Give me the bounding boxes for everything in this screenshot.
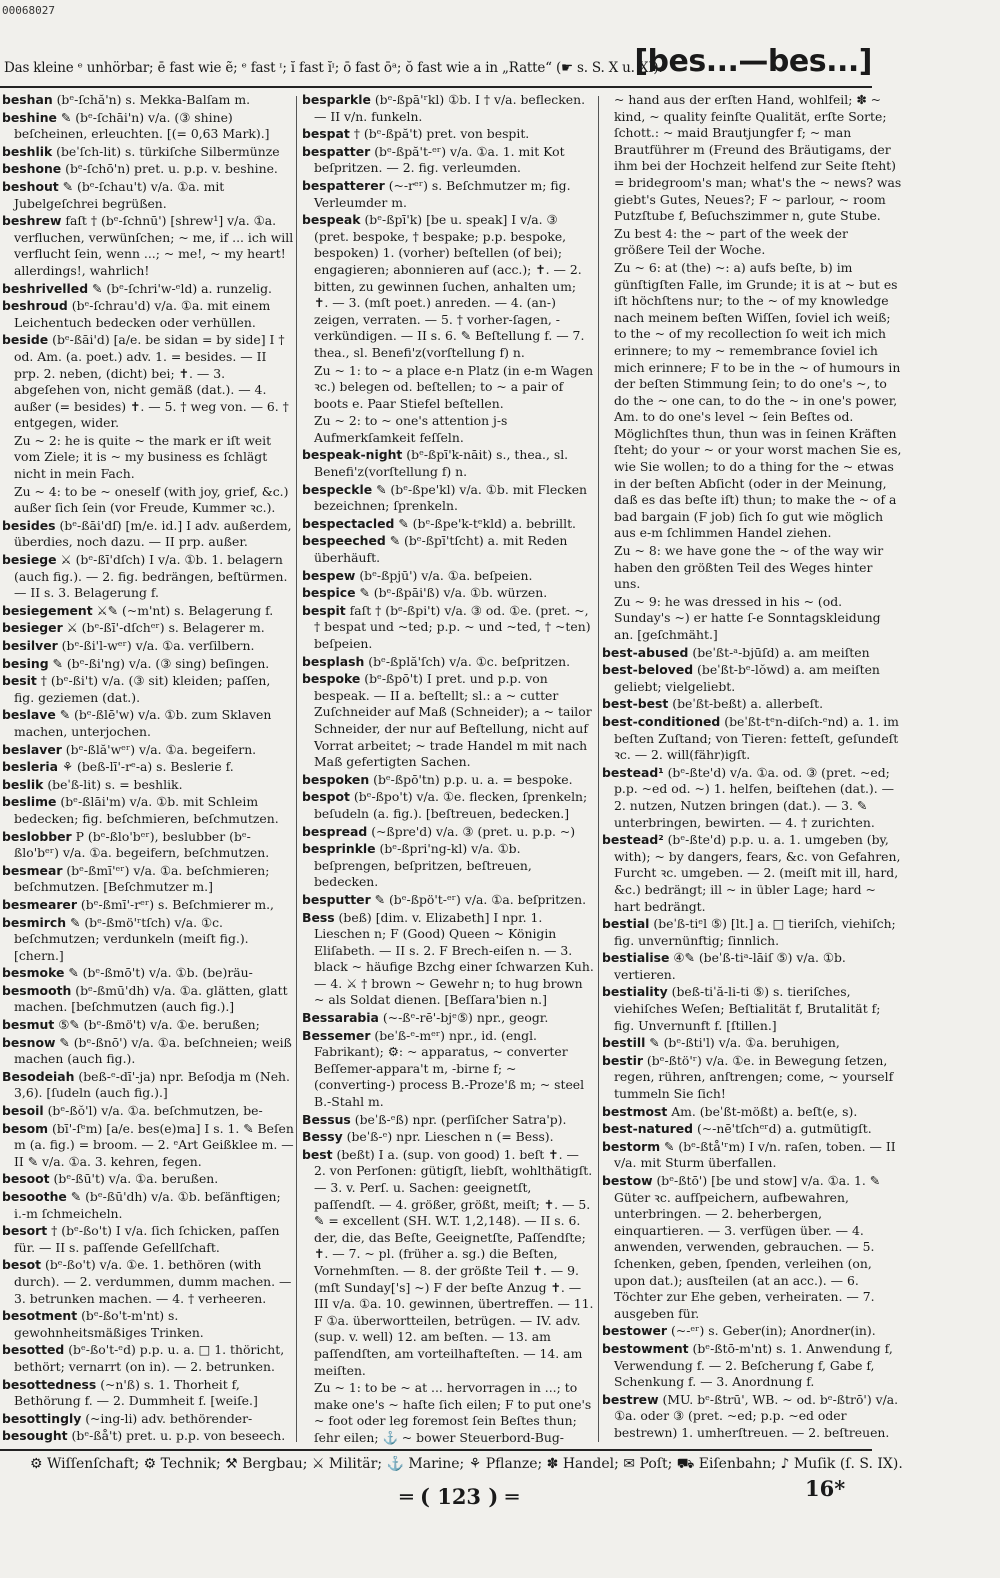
dictionary-entry: [2, 1428, 294, 1445]
entry-definition: ⚔ (bᵉ-ßī'-dſchᵉʳ) s. Belagerer m.: [62, 620, 265, 636]
dictionary-entry: [2, 1017, 294, 1034]
entry-definition: (bᵉ-ßpō'tn) p.p. u. a. = bespoke.: [369, 771, 573, 787]
entry-definition: ✎ (bᵉ-ßlē'w) v/a. ①b. zum Sklaven machen, unterjochen.: [14, 707, 272, 739]
headword: besoil: [2, 1103, 44, 1119]
headword: bestill: [602, 1035, 646, 1051]
headword: best-natured: [602, 1121, 694, 1137]
entry-definition: ✎ (bᵉ-ßti'l) v/a. ①a. beruhigen,: [645, 1035, 840, 1051]
entry-definition: (bᵉ-ßāi'dſ) [m/e. id.] I adv. außerdem, überdies, noch dazu. — II prp. außer.: [14, 517, 292, 550]
dictionary-entry: [602, 714, 902, 764]
headword: bespeeched: [302, 533, 386, 549]
dictionary-entry: [602, 765, 902, 831]
entry-definition: (bᵉ-ßi'l-wᵉʳ) v/a. ①a. verſilbern.: [57, 638, 255, 653]
dictionary-entry: [2, 777, 294, 794]
headword: besought: [2, 1428, 68, 1444]
entry-definition: (beˈß-tiᵉl ⑤) [lt.] a. □ tieriſch, viehiſch; fig. unvernünftig; ſinnlich.: [614, 916, 896, 948]
usage-paragraph: Zu ~ 9: he was dressed in his ~ (od. Sunday's ~) er hatte ſ-e Sonntagskleidung an. [geſchmäht.]: [614, 593, 881, 642]
header-range: [bes...—bes...]: [634, 44, 872, 79]
bottom-rule: [0, 1449, 872, 1451]
dictionary-entry: [602, 1139, 902, 1172]
dictionary-entry: [2, 863, 294, 896]
entry-definition: ✎ (bᵉ-ßtå'ʳm) I v/n. raſen, toben. — II v/a. mit Sturm überfallen.: [614, 1138, 896, 1171]
dictionary-entry: [602, 984, 902, 1034]
headword: besotment: [2, 1308, 78, 1324]
dictionary-entry: [302, 1010, 594, 1027]
dictionary-entry: [602, 1392, 902, 1442]
entry-definition: (bᵉ-ßå't) pret. u. p.p. von beseech.: [67, 1428, 286, 1444]
dictionary-entry: [2, 1069, 294, 1102]
dictionary-entry: [602, 1173, 902, 1322]
headword: besplash: [302, 653, 365, 669]
entry-definition: (beˈßt-bᵉ-lŏwd) a. am meiſten geliebt; vielgeliebt.: [614, 662, 880, 694]
headword: besottingly: [2, 1410, 82, 1426]
dictionary-entry: [302, 1129, 594, 1146]
dictionary-entry: [2, 1411, 294, 1428]
dictionary-entry: [2, 1171, 294, 1188]
entry-definition: (bᵉ-ßo't) v/a. ①e. 1. bethören (with durch). — 2. verdummen, dumm machen. — 3. betrunken machen. — 4. † verheeren.: [14, 1257, 292, 1306]
entry-definition: ✎ (bᵉ-ßpāi'ß) v/a. ①b. würzen.: [355, 585, 548, 601]
headword: [2, 1446, 60, 1447]
entry-definition: ✎ (bᵉ-ſchri'w-ᵉld) a. runzelig.: [88, 280, 272, 296]
entry-definition: (beˈß-lit) s. = beshlik.: [43, 776, 183, 792]
headword: beshroud: [2, 298, 68, 314]
column-3: [602, 92, 902, 1447]
entry-definition: (bᵉ-ſchă'n) s. Mekka-Balſam m.: [52, 92, 251, 107]
usage-paragraph: Zu ~ 1: to ~ a place e-n Platz (in e-m Wagen ꝛc.) belegen od. beſtellen; to ~ a pair of boots e. Paar Stiefel beſtellen.: [314, 362, 594, 411]
headword: besleria: [2, 759, 59, 775]
headword: besort: [2, 1223, 48, 1239]
entry-definition: (bᵉ-ßpă't-ᵉʳ) v/a. ①a. 1. mit Kot beſpritzen. — 2. fig. verleumden.: [314, 143, 565, 176]
entry-definition: (beˈß-ᵉ-mᵉʳ) npr., id. (engl. Fabrikant); ⚙: ~ apparatus, ~ converter Beſſemer-appara't m, -birne f; ~ (converting-) process B.-Proze'ß m; ~ steel B.-Stahl m.: [314, 1027, 585, 1110]
dictionary-entry: [602, 696, 902, 713]
headword: bespatter: [302, 143, 371, 159]
entry-definition: Am. (beˈßt-mößt) a. beſt(e, s).: [667, 1103, 858, 1119]
entry-definition: (bᵉ-ſchrau'd) v/a. ①a. mit einem Leichentuch bedecken oder verhüllen.: [14, 298, 271, 330]
headword: bestial: [602, 916, 650, 932]
headword: bespit: [302, 602, 346, 618]
entry-definition: ✎ (bᵉ-ßpe'kl) v/a. ①b. mit Flecken bezeichnen; ſprenkeln.: [314, 481, 588, 514]
headword: besmearer: [2, 896, 77, 912]
subject-legend: ⚙ Wiſſenſchaft; ⚙ Technik; ⚒ Bergbau; ⚔ Militär; ⚓ Marine; ⚘ Pflanze; ✽ Handel; ✉ Poſt; ⛟ Eiſenbahn; ♪ Muſik (ſ. S. IX).: [30, 1456, 903, 1472]
usage-paragraph: Zu ~ 2: to ~ one's attention j-s Aufmerkſamkeit feſſeln.: [314, 413, 508, 445]
headword: bestead²: [602, 832, 664, 848]
headword: besoothe: [2, 1189, 67, 1204]
headword: bespread: [302, 823, 368, 839]
dictionary-entry: [2, 1446, 294, 1447]
top-rule: [0, 86, 872, 88]
entry-definition: (bᵉ-ßlă'wᵉʳ) v/a. ①a. begeifern.: [61, 741, 257, 757]
dictionary-entry: [2, 161, 294, 178]
sheet-mark: 16*: [805, 1476, 846, 1501]
headword: besmooth: [2, 982, 72, 998]
column-divider: [598, 96, 599, 1442]
entry-definition: (bᵉ-ßpjū') v/a. ①a. beſpeien.: [355, 567, 533, 583]
entry-definition: † (bᵉ-ßpă't) pret. von bespit.: [349, 126, 530, 142]
headword: bespectacled: [302, 515, 395, 531]
entry-definition: (bᵉ-ßmī'-rᵉʳ) s. Beſchmierer m.,: [76, 896, 274, 912]
dictionary-entry: [302, 1028, 594, 1111]
dictionary-entry: [2, 1342, 294, 1375]
headword: bespeak: [302, 212, 361, 228]
headword: best-conditioned: [602, 713, 721, 729]
dictionary-entry: [602, 1035, 902, 1052]
headword: besprinkle: [302, 841, 376, 857]
headword: besom: [2, 1120, 49, 1136]
headword: Bess: [302, 909, 335, 925]
headword: bespeak-night: [302, 447, 403, 463]
entry-definition: (MU. bᵉ-ßtrū', WB. ~ od. bᵉ-ßtrō') v/a. ①a. oder ③ (pret. ~ed; p.p. ~ed oder bestrewn) 1. umherſtreuen. — 2. beſtreuen.: [614, 1391, 899, 1440]
headword: beshrew: [2, 213, 62, 229]
headword: beshone: [2, 161, 62, 177]
entry-definition: ⑤✎ (bᵉ-ßmö't) v/a. ①e. berußen;: [54, 1017, 260, 1033]
dictionary-entry: [302, 654, 594, 671]
dictionary-entry: [2, 915, 294, 965]
dictionary-entry: [2, 1223, 294, 1256]
entry-definition: (bᵉ-ßpō't) I pret. und p.p. von bespeak. — II a. beſtellt; sl.: a ~ cutter Zuſchneider auf Maß (Schneider); a ~ tailor Schneider, der nur auf Beſtellung, nicht auf Vorrat arbeitet; ~ trade Handel m mit nach Maß gefertigten Sachen.: [314, 671, 592, 770]
headword: bestower: [602, 1323, 668, 1339]
entry-definition: (~ing-li) adv. bethörender-: [81, 1410, 253, 1426]
headword: beslaver: [2, 741, 62, 757]
dictionary-entry: [2, 144, 294, 161]
usage-paragraph: Zu ~ 8: we have gone the ~ of the way wir haben den größten Teil des Weges hinter uns.: [614, 543, 884, 592]
entry-definition: ✎ (bᵉ-ßpī'tſcht) a. mit Reden überhäuft.: [314, 533, 568, 566]
dictionary-entry: [602, 832, 902, 915]
headword: besides: [2, 517, 56, 533]
headword: bespot: [302, 789, 350, 805]
entry-definition: (bᵉ-ßpī'k-nāit) s., thea., sl. Benefi'z(vorſtellung f) n.: [314, 447, 569, 480]
entry-definition: (bᵉ-ßte'd) p.p. u. a. 1. umgeben (by, with); ~ by dangers, fears, &c. von Gefahren, Furcht ꝛc. umgeben. — 2. (meiſt mit ill, hard, &c.) bedrängt; ill ~ in übler Lage; hard ~ hart bedrängt.: [614, 832, 901, 914]
dictionary-entry: [2, 638, 294, 655]
entry-definition: (beˈßt-ᵃ-bjūſd) a. am meiſten: [688, 644, 870, 660]
entry-definition: ✎ (bᵉ-ßū'dh) v/a. ①b. beſänftigen; i.-m ſchmeicheln.: [14, 1189, 281, 1221]
usage-paragraph: Zu ~ 2: he is quite ~ the mark er iſt weit vom Ziele; it is ~ my business es ſchlägt nicht in mein Fach.: [14, 432, 272, 482]
dictionary-entry: [2, 829, 294, 862]
dictionary-entry: [2, 1121, 294, 1171]
entry-definition: (beˈßt-tᵉn-diſch-ᵉnd) a. 1. im beſten Zuſtand; von Tieren: fetteſt, geſundeſt ꝛc. — 2. will(fähr)igſt.: [614, 713, 899, 763]
headword: bestir: [602, 1052, 643, 1068]
headword: bestialise: [602, 950, 670, 966]
dictionary-entry: [302, 841, 594, 891]
entry-definition: (bᵉ-ßmī'ᵉʳ) v/a. ①a. beſchmieren; beſchmutzen. [Beſchmutzer m.]: [14, 862, 270, 895]
dictionary-entry: [302, 671, 594, 771]
entry-definition: (bᵉ-ßpri'ng-kl) v/a. ①b. beſprengen, beſpritzen, beſtreuen, bedecken.: [314, 841, 532, 890]
entry-definition: faſt † (bᵉ-ſchnū') [shrew¹] v/a. ①a. verfluchen, verwünſchen; ~ me, if ... ich will verflucht ſein, wenn ...; ~ me!, ~ my heart! allerdings!, wahrlich!: [14, 213, 294, 278]
entry-definition: (bᵉ-ßmū'dh) v/a. ①a. glätten, glatt machen. [beſchmutzen (auch fig.).]: [14, 982, 288, 1015]
entry-definition: (bᵉ-ßpo't) v/a. ①e. flecken, ſprenkeln; beſudeln (a. fig.). [beſtreuen, bedecken.]: [314, 789, 588, 821]
headword: beslobber: [2, 828, 72, 844]
headword: besmut: [2, 1017, 55, 1033]
usage-paragraph: Zu ~ 6: at (the) ~: a) aufs beſte, b) im günſtigſten Falle, im Grunde; it is at ~ but es iſt höchſtens nur; to the ~ of my knowledge nach meinem beſten Wiſſen, ſoviel ich weiß; to the ~ of my recollection ſo weit ich mich erinnere; to my ~ remembrance ſoviel ich mich erinnere; F to be in the ~ of humours in der beſten Stimmung ſein; to do one's ~, to do the ~ one can, to do the ~ in one's power, Am. to do one's level ~ ſein Beſtes od. Möglichſtes thun, thun was in ſeinen Kräften ſteht; do your ~ or your worst machen Sie es, wie Sie wollen; to do a thing for the ~ etwas in der beſten Abſicht (oder in der Meinung, daß es das beſte iſt) thun; to make the ~ of a bad bargain (F job) ſich ſo gut wie möglich aus e-m ſchlimmen Handel ziehen.: [614, 259, 902, 541]
headword: Bessus: [302, 1111, 351, 1127]
entry-definition: ✎ (bᵉ-ſchāi'n) v/a. (③ shine) beſcheinen, erleuchten. [(= 0,63 Mark).]: [14, 109, 270, 142]
dictionary-entry: [2, 1308, 294, 1341]
dictionary-entry: [2, 92, 294, 109]
dictionary-entry: [302, 824, 594, 841]
entry-definition: (bᵉ-ßlāi'm) v/a. ①b. mit Schleim bedecken; fig. beſchmieren, beſchmutzen.: [14, 794, 279, 826]
dictionary-entry: [2, 332, 294, 432]
dictionary-entry: [302, 603, 594, 653]
dictionary-entry: [2, 983, 294, 1016]
headword: besoot: [2, 1171, 50, 1187]
dictionary-entry: [2, 110, 294, 143]
entry-definition: P (bᵉ-ßlo'bᵉʳ), beslubber (bᵉ-ßlo'bᵉʳ) v/a. ①a. begeifern, beſchmutzen.: [14, 828, 270, 861]
usage-paragraph: ~ hand aus der erſten Hand, wohlfeil; ✽ ~ kind, ~ quality feinſte Qualität, erſte Sorte; ſchott.: ~ maid Brautjungfer f; ~ man Brautführer m (Freund des Bräutigams, der ihm bei der Hochzeit helfend zur Seite ſteht) = bridegroom's man; what's the ~ news? was giebt's Gutes, Neues?; F ~ parlour, ~ room Putzſtube f, Beſuchszimmer n, gute Stube.: [614, 92, 902, 224]
entry-definition: (bᵉ-ßo't-m'nt) s. gewohnheitsmäßiges Trinken.: [14, 1308, 204, 1340]
headword: beslime: [2, 794, 57, 810]
entry-definition: ④✎ (beˈß-tiᵃ-lāiſ ⑤) v/a. ①b. vertieren.: [614, 950, 846, 982]
dictionary-entry: [2, 213, 294, 279]
dictionary-entry: [302, 144, 594, 177]
dictionary-entry: [302, 585, 594, 602]
dictionary-entry: [2, 518, 294, 551]
headword: best: [302, 1146, 333, 1162]
dictionary-entry: [2, 707, 294, 740]
headword: besputter: [302, 891, 371, 907]
dictionary-entry: [302, 892, 594, 909]
entry-definition: (bī'-ſᵉm) [a/e. bes(e)ma] I s. 1. ✎ Beſen m (a. fig.) = broom. — 2. ᵉArt Geißklee m. — II ✎ v/a. ①a. 3. kehren, fegen.: [14, 1120, 294, 1169]
dictionary-entry: [2, 1103, 294, 1120]
usage-paragraph: Zu best 4: the ~ part of the week der größere Teil der Woche.: [614, 225, 848, 258]
column-divider: [296, 96, 297, 1442]
dictionary-entry: [2, 298, 294, 331]
entry-definition: (bᵉ-ßte'd) v/a. ①a. od. ③ (pret. ~ed; p.p. ~ed od. ~) 1. helfen, beiſtehen (dat.). — 2. nutzen, Nutzen bringen (dat.). — 3. ✎ unterbringen, bewirten. — 4. † zurichten.: [614, 764, 895, 830]
column-2: [302, 92, 594, 1447]
entry-definition: † (bᵉ-ßi't) v/a. (③ sit) kleiden; paſſen, fig. geziemen (dat.).: [14, 673, 271, 705]
entry-definition: ✎ (bᵉ-ßmö'ʳtſch) v/a. ①c. beſchmutzen; verdunkeln (meiſt fig.). [chern.]: [14, 914, 249, 963]
dictionary-entry: [602, 1104, 902, 1121]
dictionary-entry: [302, 178, 594, 211]
headword: besing: [2, 655, 49, 671]
headword: besiege: [2, 552, 57, 568]
dictionary-entry: [2, 552, 294, 602]
dictionary-entry: [2, 897, 294, 914]
dictionary-entry: [302, 516, 594, 533]
headword: best-abused: [602, 644, 689, 660]
headword: bestiality: [602, 984, 668, 1000]
headword: bestow: [602, 1173, 653, 1188]
dictionary-entry: [302, 910, 594, 1010]
column-1: [2, 92, 294, 1447]
entry-definition: (bᵉ-ßtō') [be und stow] v/a. ①a. 1. ✎ Güter ꝛc. aufſpeichern, aufbewahren, unterbringen. — 2. beherbergen, einquartieren. — 3. verfügen über. — 4. anwenden, verwenden, gebrauchen. — 5. ſchenken, geben, ſpenden, verleihen (on, upon dat.); ausſteilen (at an acc.). — 6. Töchter zur Ehe geben, verheiraten. — 7. ausgeben für.: [614, 1173, 881, 1321]
entry-definition: (bᵉ-ßŏ'l) v/a. ①a. beſchmutzen, be-: [43, 1103, 263, 1119]
headword: besieger: [2, 620, 63, 636]
dictionary-entry: [302, 772, 594, 789]
headword: besottedness: [2, 1376, 97, 1392]
dictionary-entry: [2, 965, 294, 982]
dictionary-entry: [2, 742, 294, 759]
headword: besnow: [2, 1034, 56, 1050]
headword: Besodeiah: [2, 1068, 75, 1084]
entry-definition: ✎ (bᵉ-ſchau't) v/a. ①a. mit Jubelgeſchrei begrüßen.: [14, 178, 225, 211]
entry-definition: (bᵉ-ßo't-ᵉd) p.p. u. a. □ 1. thöricht, bethört; vernarrt (on in). — 2. betrunken.: [14, 1342, 285, 1374]
entry-definition: (~-nē'tſchᵉʳd) a. gutmütigſt.: [693, 1121, 872, 1137]
entry-definition: † (bᵉ-ßo't) I v/a. ſich ſchicken, paſſen für. — II s. paſſende Geſellſchaft.: [14, 1223, 280, 1255]
dictionary-entry: [602, 1341, 902, 1391]
headword: beshine: [2, 109, 57, 125]
entry-definition: (~-ᵉʳ) s. Geber(in); Anordner(in).: [667, 1323, 876, 1339]
dictionary-entry: [302, 92, 594, 125]
dictionary-entry: [2, 656, 294, 673]
dictionary-entry: [2, 603, 294, 620]
headword: beshlik: [2, 143, 53, 159]
headword: besmear: [2, 862, 63, 878]
headword: bespeckle: [302, 481, 373, 497]
entry-definition: ✎ (bᵉ-ßpe'k-tᵉkld) a. bebrillt.: [394, 515, 576, 531]
headword: besit: [2, 673, 37, 689]
dictionary-entry: [2, 673, 294, 706]
page-number: ═ ( 123 ) ═: [400, 1484, 519, 1509]
entry-definition: (bᵉ-ßtō-m'nt) s. 1. Anwendung f, Verwendung f. — 2. Beſcherung f, Gabe f, Schenkung f. — 3. Anordnung f.: [614, 1340, 893, 1390]
entry-definition: (beˈß-ᵉß) npr. (perſiſcher Satra'p).: [350, 1111, 567, 1127]
entry-definition: (bᵉ-ſchō'n) pret. u. p.p. v. beshine.: [61, 161, 278, 177]
entry-definition: (beß-ᵉ-dī'-ja) npr. Beſodja m (Neh. 3,6). [ſudeln (auch fig.).]: [14, 1068, 290, 1101]
entry-definition: ⚘ (beß-lī'-rᵉ-a) s. Beslerie f.: [58, 759, 234, 775]
headword: beslave: [2, 707, 56, 723]
headword: beshout: [2, 178, 59, 194]
entry-definition: ✎ (bᵉ-ßnō') v/a. ①a. beſchneien; weiß machen (auch fig.).: [14, 1034, 292, 1067]
dictionary-entry: [302, 212, 594, 361]
entry-definition: (~-ßᵉ-rē'-bjᵉ⑤) npr., geogr.: [378, 1010, 549, 1026]
headword: bespew: [302, 567, 356, 583]
entry-definition: ⚔ (bᵉ-ßī'dſch) I v/a. ①b. 1. belagern (auch fig.). — 2. fig. bedrängen, beſtürmen. — II s. 3. Belagerung f.: [14, 552, 288, 601]
dictionary-entry: [2, 620, 294, 637]
entry-definition: ✎ (bᵉ-ßmō't) v/a. ①b. (be)räu-: [64, 965, 253, 981]
dictionary-entry: [602, 662, 902, 695]
dictionary-entry: [602, 1121, 902, 1138]
entry-definition: (bᵉ-ßāi'd) [a/e. be sidan = by side] I † od. Am. (a. poet.) adv. 1. = besides. — II prp. 2. neben, (dicht) bei; ✝. — 3. abgeſehen von, nicht gemäß (dat.). — 4. außer (= besides) ✝. — 5. † weg von. — 6. † entgegen, wider.: [14, 332, 289, 431]
entry-definition: ⚔✎ (~m'nt) s. Belagerung f.: [92, 602, 274, 618]
headword: bestmost: [602, 1103, 668, 1119]
entry-definition: (beˈß-ᵉ) npr. Lieschen n (= Bess).: [342, 1129, 554, 1145]
entry-definition: (bᵉ-ßū't) v/a. ①a. berußen.: [49, 1171, 219, 1187]
headword: beside: [2, 332, 49, 348]
dictionary-entry: [602, 645, 902, 662]
headword: besmirch: [2, 914, 67, 930]
headword: bespat: [302, 126, 350, 142]
entry-definition: (beˈſch-lit) s. türkiſche Silbermünze: [52, 143, 280, 159]
dictionary-entry: [302, 789, 594, 822]
headword: bestead¹: [602, 764, 664, 780]
headword: besparkle: [302, 92, 371, 107]
dictionary-entry: [302, 1112, 594, 1129]
headword: besot: [2, 1257, 42, 1273]
entry-definition: (~-rᵉʳ) s. Beſchmutzer m; fig. Verleumder m.: [314, 177, 571, 210]
dictionary-entry: [602, 916, 902, 949]
headword: Bessarabia: [302, 1010, 379, 1026]
usage-paragraph: Zu ~ 1: to be ~ at ... hervorragen in ...; to make one's ~ haſte ſich eilen; F to put one's ~ foot oder leg foremost ſein Beſtes thun; ſehr eilen; ⚓ ~ bower Steuerbord-Bug-: [314, 1380, 592, 1445]
entry-definition: (bᵉ-ßpī'k) [be u. speak] I v/a. ③ (pret. bespoke, † bespake; p.p. bespoke, bespoken) 1. (vorher) beſtellen (of bei); engagieren; abonnieren auf (acc.); ✝. — 2. bitten, zu gewinnen ſuchen, anhalten um; ✝. — 3. (mſt poet.) anreden. — 4. (an-) zeigen, verraten. — 5. † vorher-ſagen, -verkündigen. — II s. 6. ✎ Beſtellung f. — 7. thea., sl. Benefi'z(vorſtellung f) n.: [314, 212, 585, 360]
dictionary-entry: [602, 1053, 902, 1103]
entry-definition: faſt † (bᵉ-ßpi't) v/a. ③ od. ①e. (pret. ~, † bespat und ~ted; p.p. ~ und ~ted, † ~ten) beſpeien.: [314, 602, 591, 651]
dictionary-entry: [302, 482, 594, 515]
entry-definition: (~ßpre'd) v/a. ③ (pret. u. p.p. ~): [367, 823, 576, 839]
pronunciation-key: Das kleine ᵉ unhörbar; ē fast wie ẽ; ᵉ fast ᶦ; ĭ fast ĭᶦ; ō fast ōᵃ; ŏ fast wie a in „Ratte“ (☛ s. S. X u. XI).: [4, 60, 663, 76]
usage-paragraph: Zu ~ 4: to be ~ oneself (with joy, grief, &c.) außer ſich ſein (vor Freude, Kummer ꝛc.).: [14, 483, 289, 516]
dictionary-entry: [302, 568, 594, 585]
dictionary-entry: [2, 1377, 294, 1410]
dictionary-entry: [2, 281, 294, 298]
dictionary-entry: [2, 794, 294, 827]
headword: bestrew: [602, 1391, 659, 1407]
dictionary-entry: [2, 1257, 294, 1307]
entry-definition: (beˈßt-beßt) a. allerbeſt.: [668, 696, 824, 712]
headword: besotted: [2, 1342, 65, 1358]
entry-definition: (bᵉ-ßpā'ʳkl) ①b. I † v/a. beflecken. — II v/n. funkeln.: [314, 92, 586, 124]
entry-definition: (bᵉ-ßtö'ʳ) v/a. ①e. in Bewegung ſetzen, regen, rühren, anſtrengen; come, ~ yourself tummeln Sie ſich!: [614, 1052, 894, 1102]
dictionary-entry: [602, 1323, 902, 1340]
headword: bespoken: [302, 771, 370, 787]
headword: bestowment: [602, 1340, 689, 1356]
entry-definition: (~n'ß) s. 1. Thorheit f, Bethörung f. — 2. Dummheit f. [weiſe.]: [14, 1376, 258, 1409]
headword: beshan: [2, 92, 53, 107]
headword: beslik: [2, 776, 44, 792]
headword: bestorm: [602, 1138, 661, 1154]
dictionary-entry: [302, 533, 594, 566]
headword: Bessy: [302, 1129, 343, 1145]
headword: best-beloved: [602, 662, 694, 678]
headword: best-best: [602, 696, 669, 712]
headword: bespice: [302, 585, 356, 601]
dictionary-entry: [602, 950, 902, 983]
entry-definition: (beßt) I a. (sup. von good) 1. beſt ✝. — 2. von Perſonen: gütigſt, liebſt, wohlthätigſt. — 3. v. Perſ. u. Sachen: geeignetſt, paſſendſt. — 4. größer, größt, meiſt; ✝. — 5. ✎ = excellent (SH. W.T. 1,2,148). — II s. 6. der, die, das Beſte, Geeignetſte, Paſſendſte; ✝. — 7. ~ pl. (früher a. sg.) die Beſten, Vornehmſten. — 8. der größte Teil ✝. — 9. (mſt Sunday['s] ~) F der beſte Anzug ✝. — III v/a. ①a. 10. gewinnen, übertreffen. — 11. F ①a. überwortteilen, betrügen. — IV. adv. (sup. v. well) 12. am beſten. — 13. am paſſendſten, am vorteilhafteſten. — 14. am meiſten.: [314, 1146, 594, 1378]
dictionary-entry: [2, 759, 294, 776]
dictionary-entry: [302, 126, 594, 143]
scan-id: 00068027: [2, 4, 55, 17]
headword: bespoke: [302, 671, 361, 687]
entry-definition: [60, 1446, 253, 1447]
dictionary-entry: [302, 1147, 594, 1379]
entry-definition: (bᵉ-ßplă'ſch) v/a. ①c. beſpritzen.: [364, 653, 571, 669]
headword: Bessemer: [302, 1027, 371, 1043]
entry-definition: (beß-tiˈă-li-ti ⑤) s. tieriſches, viehiſches Weſen; Beſtialität f, Brutalität f; fig. Unvernunft f. [ſtillen.]: [614, 984, 881, 1033]
headword: besmoke: [2, 965, 65, 981]
dictionary-entry: [2, 1035, 294, 1068]
headword: besiegement: [2, 602, 93, 618]
entry-definition: (beß) [dim. v. Elizabeth] I npr. 1. Lieschen n; F (Good) Queen ~ Königin Eliſabeth. — II s. 2. F Brech-eiſen n. — 3. black ~ häufige Bzchg einer ſchwarzen Kuh. — 4. ⚔ † brown ~ Gewehr n; to hug brown ~ als Soldat dienen. [Beſſara'bien n.]: [314, 909, 594, 1008]
entry-definition: ✎ (bᵉ-ßi'ng) v/a. (③ sing) beſingen.: [48, 655, 270, 671]
entry-definition: ✎ (bᵉ-ßpö't-ᵉʳ) v/a. ①a. beſpritzen.: [370, 891, 587, 907]
headword: bespatterer: [302, 177, 385, 193]
dictionary-entry: [2, 179, 294, 212]
dictionary-entry: [2, 1189, 294, 1222]
headword: besilver: [2, 638, 58, 653]
dictionary-entry: [302, 447, 594, 480]
headword: beshrivelled: [2, 280, 89, 296]
